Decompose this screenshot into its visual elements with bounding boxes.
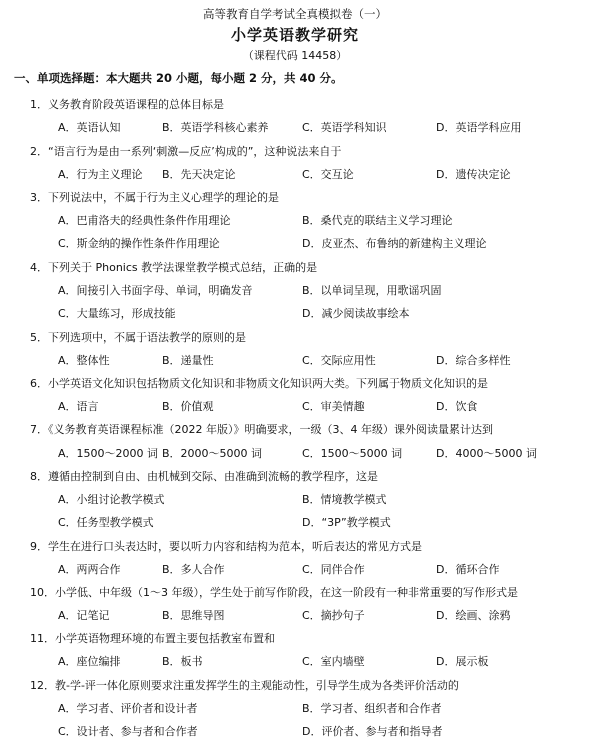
option-c: C．英语学科知识 xyxy=(302,121,387,134)
option-a: A．两两合作 xyxy=(58,563,121,576)
option-c: C．审美情趣 xyxy=(302,400,365,413)
option-d: D．英语学科应用 xyxy=(436,121,522,134)
option-d: D．评价者、参与者和指导者 xyxy=(302,725,443,738)
option-c: C．任务型教学模式 xyxy=(58,516,154,529)
option-b: B．以单词呈现，用歌谣巩固 xyxy=(302,284,442,297)
option-b: B．思维导图 xyxy=(162,609,225,622)
question-stem: 7．《义务教育英语课程标准（2022 年版）》明确要求，一级（3、4 年级）课外阅读量累计达到 xyxy=(30,423,493,436)
option-d: D．饮食 xyxy=(436,400,478,413)
option-d: D．减少阅读故事绘本 xyxy=(302,307,410,320)
option-c: C．1500～5000 词 xyxy=(302,447,403,460)
option-c: C．斯金纳的操作性条件作用理论 xyxy=(58,237,220,250)
option-d: D．皮亚杰、布鲁纳的新建构主义理论 xyxy=(302,237,487,250)
option-b: B．价值观 xyxy=(162,400,214,413)
option-a: A．间接引入书面字母、单词，明确发音 xyxy=(58,284,253,297)
option-c: C．室内墙壁 xyxy=(302,655,365,668)
question-stem: 1．义务教育阶段英语课程的总体目标是 xyxy=(30,98,224,111)
option-a: A．语言 xyxy=(58,400,99,413)
option-d: D．循环合作 xyxy=(436,563,500,576)
question-stem: 3．下列说法中，不属于行为主义心理学的理论的是 xyxy=(30,191,279,204)
option-a: A．小组讨论教学模式 xyxy=(58,493,165,506)
option-c: C．设计者、参与者和合作者 xyxy=(58,725,198,738)
option-c: C．同伴合作 xyxy=(302,563,365,576)
option-b: B．板书 xyxy=(162,655,203,668)
option-d: D．遗传决定论 xyxy=(436,168,511,181)
page-title: 小学英语教学研究 xyxy=(230,26,359,44)
option-d: D．“3P”教学模式 xyxy=(302,516,391,529)
question-stem: 8．遵循由控制到自由、由机械到交际、由准确到流畅的教学程序，这是 xyxy=(30,470,378,483)
question-stem: 9．学生在进行口头表达时，要以听力内容和结构为范本，听后表达的常见方式是 xyxy=(30,540,422,553)
option-c: C．大量练习，形成技能 xyxy=(58,307,176,320)
option-b: B．学习者、组织者和合作者 xyxy=(302,702,442,715)
question-stem: 4．下列关于 Phonics 教学法课堂教学模式总结，正确的是 xyxy=(30,261,318,274)
option-d: D．绘画、涂鸦 xyxy=(436,609,511,622)
option-d: D．4000～5000 词 xyxy=(436,447,537,460)
option-a: A．整体性 xyxy=(58,354,110,367)
option-a: A．1500～2000 词 xyxy=(58,447,159,460)
option-c: C．交互论 xyxy=(302,168,354,181)
option-b: B．递量性 xyxy=(162,354,214,367)
course-code: （课程代码 14458） xyxy=(242,49,348,62)
question-stem: 5．下列选项中，不属于语法教学的原则的是 xyxy=(30,331,246,344)
option-b: B．先天决定论 xyxy=(162,168,236,181)
question-stem: 11．小学英语物理环境的布置主要包括教室布置和 xyxy=(30,632,275,645)
option-d: D．综合多样性 xyxy=(436,354,511,367)
option-b: B．多人合作 xyxy=(162,563,225,576)
option-c: C．摘抄句子 xyxy=(302,609,365,622)
option-a: A．座位编排 xyxy=(58,655,121,668)
option-a: A．记笔记 xyxy=(58,609,110,622)
option-a: A．英语认知 xyxy=(58,121,121,134)
exam-series-title: 高等教育自学考试全真模拟卷（一） xyxy=(203,7,387,21)
section-heading: 一、单项选择题：本大题共 20 小题，每小题 2 分，共 40 分。 xyxy=(14,71,343,85)
option-a: A．行为主义理论 xyxy=(58,168,143,181)
option-b: B．2000～5000 词 xyxy=(162,447,263,460)
question-stem: 2．“语言行为是由一系列‘刺激—反应’构成的”，这种说法来自于 xyxy=(30,145,342,158)
option-b: B．英语学科核心素养 xyxy=(162,121,269,134)
option-d: D．展示板 xyxy=(436,655,489,668)
option-b: B．桑代克的联结主义学习理论 xyxy=(302,214,453,227)
option-a: A．学习者、评价者和设计者 xyxy=(58,702,198,715)
option-a: A．巴甫洛夫的经典性条件作用理论 xyxy=(58,214,231,227)
option-c: C．交际应用性 xyxy=(302,354,376,367)
question-stem: 12．教-学-评一体化原则要求注重发挥学生的主观能动性，引导学生成为各类评价活动的 xyxy=(30,679,459,692)
question-stem: 6．小学英语文化知识包括物质文化知识和非物质文化知识两大类。下列属于物质文化知识的是 xyxy=(30,377,488,390)
option-b: B．情境教学模式 xyxy=(302,493,387,506)
question-stem: 10．小学低、中年级（1～3 年级），学生处于前写作阶段，在这一阶段有一种非常重要的写作形式是 xyxy=(30,586,518,599)
